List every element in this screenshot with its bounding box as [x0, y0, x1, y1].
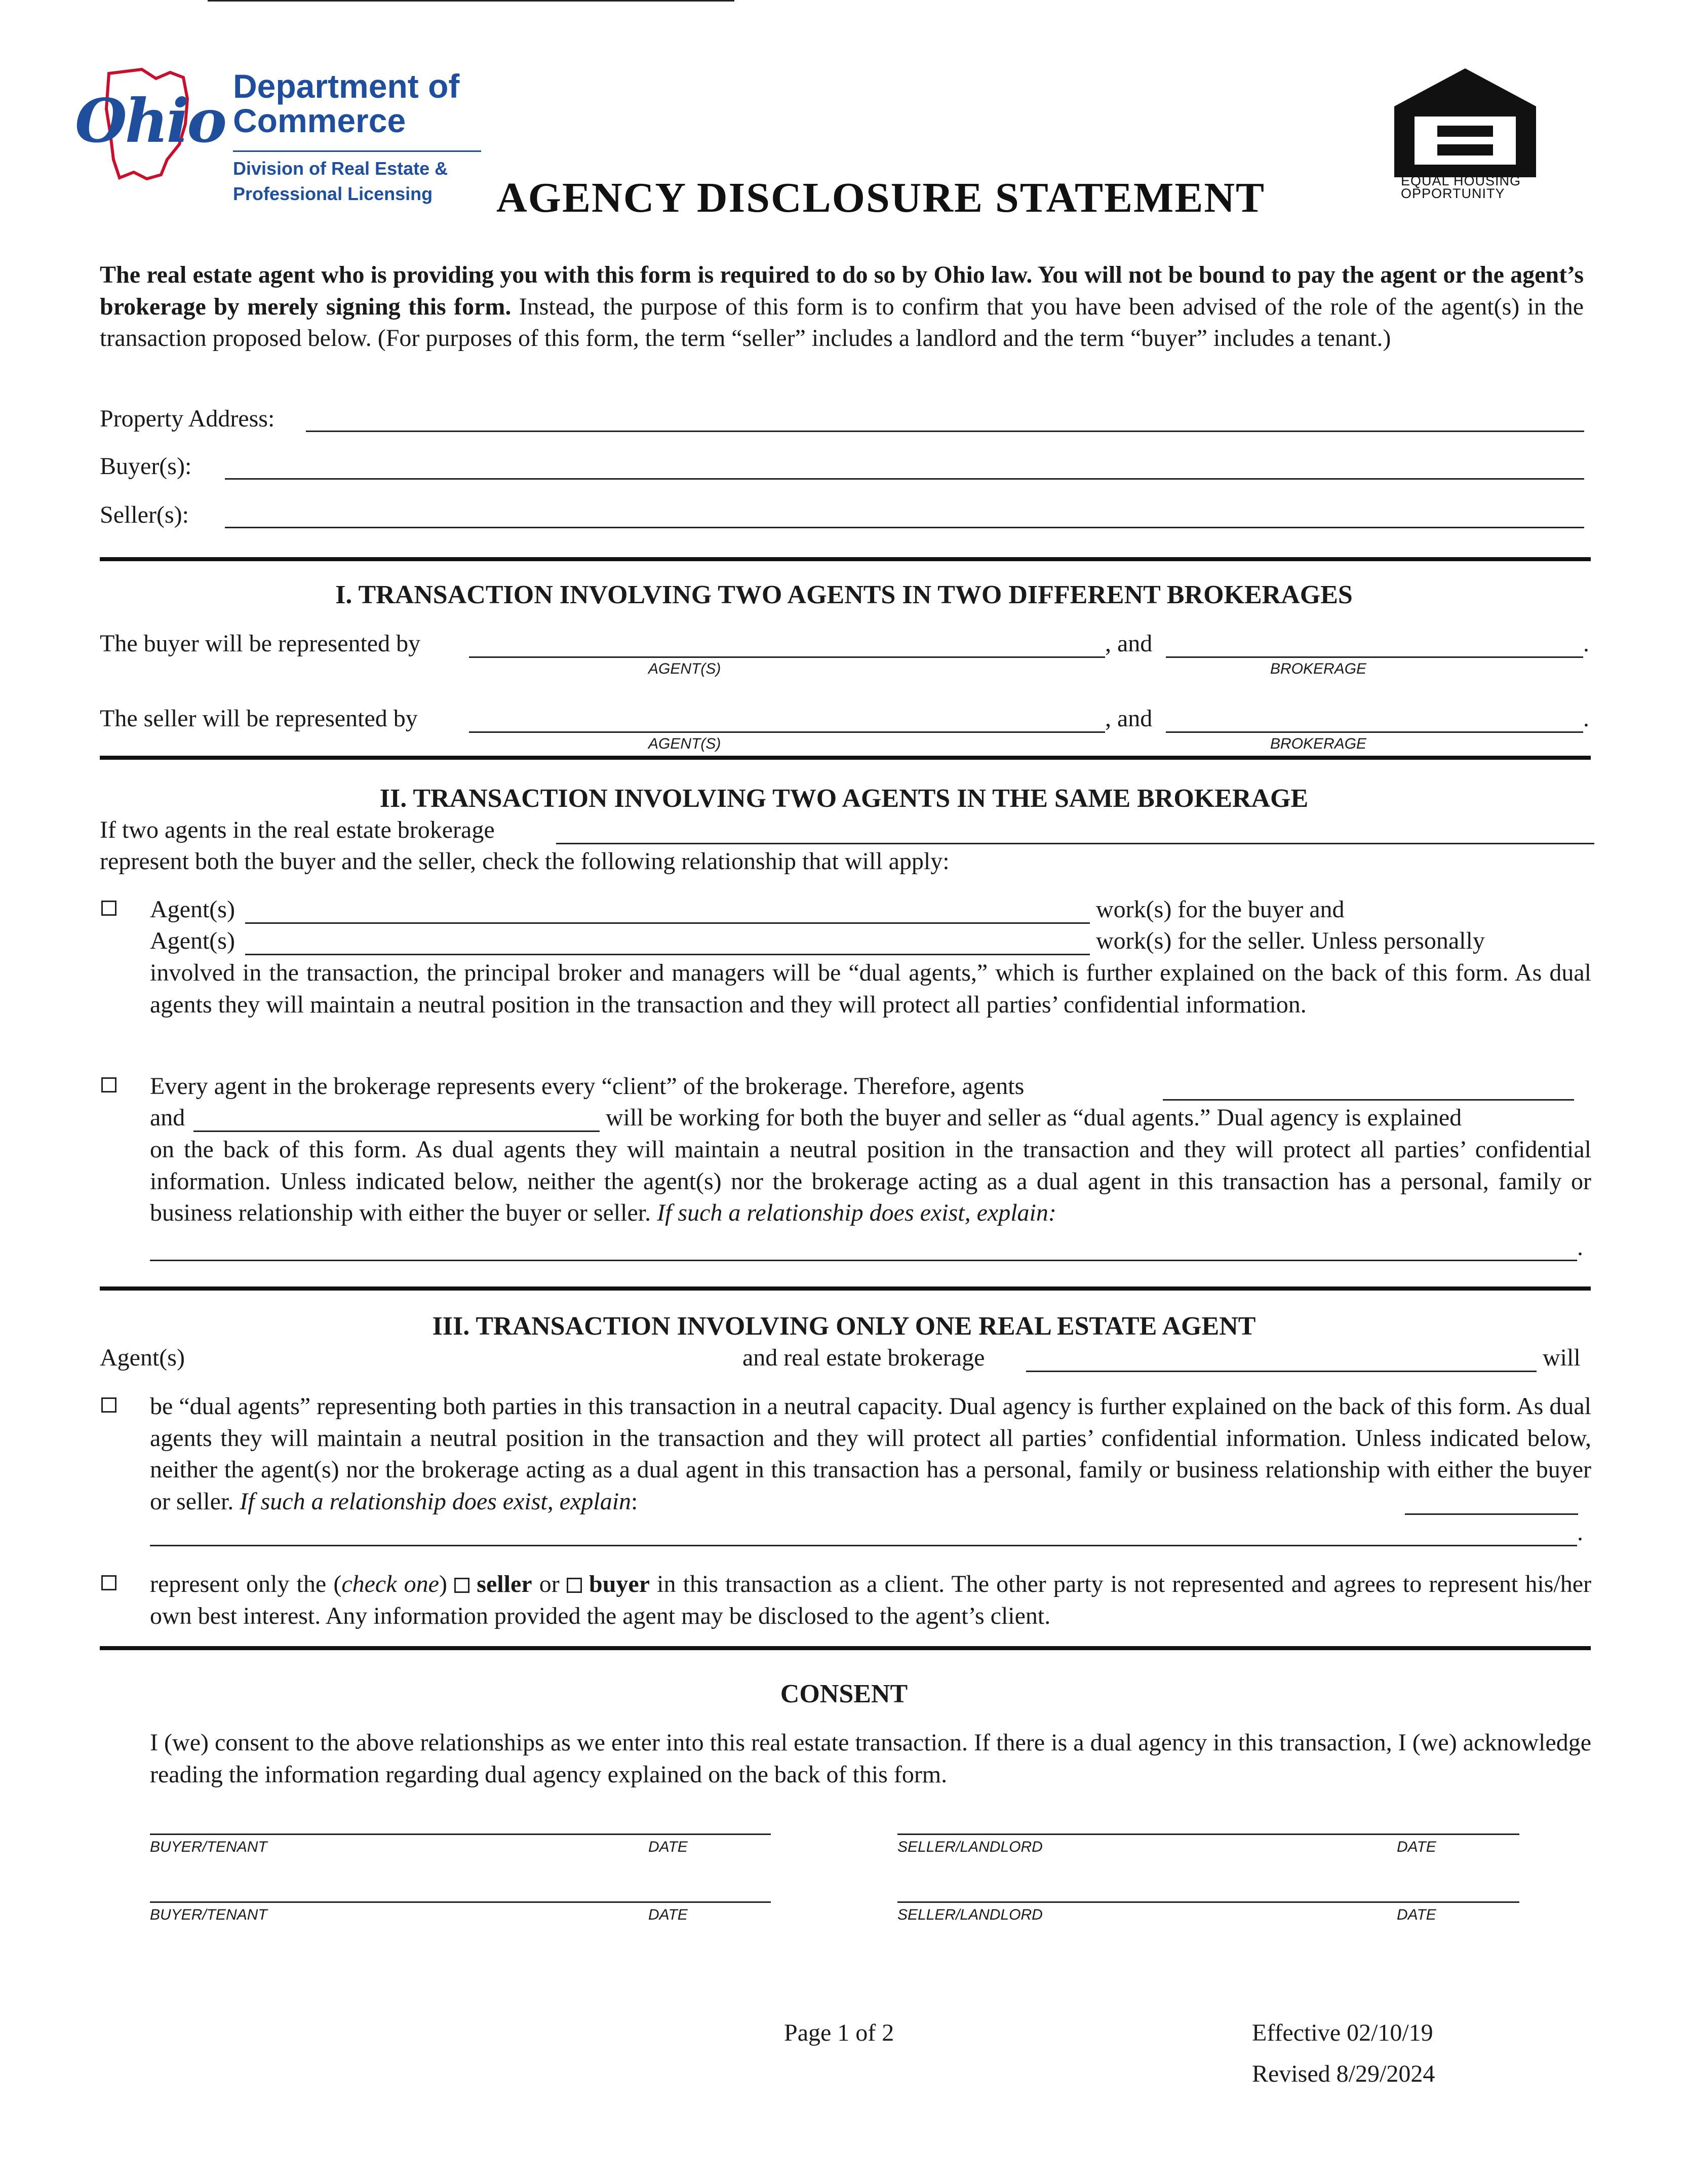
section-divider-2	[100, 1286, 1591, 1291]
option-2-line1: Every agent in the brokerage represents every “client” of the brokerage. Therefore, agents	[150, 1073, 1025, 1100]
intro-paragraph	[100, 259, 1584, 355]
sellers-field[interactable]	[225, 527, 1584, 528]
sellers-label: Seller(s):	[100, 501, 189, 528]
section-2-option-1-checkbox[interactable]	[101, 901, 116, 916]
eho-text-line1: EQUAL HOUSING	[1401, 173, 1521, 188]
buyer-date-label-1: DATE	[648, 1839, 688, 1855]
page-title: AGENCY DISCLOSURE STATEMENT	[496, 174, 1266, 221]
buyer-agent-caption: AGENT(S)	[648, 660, 721, 677]
consent-text: I (we) consent to the above relationships as we enter into this real estate transaction. If there is a dual agency in this transaction, I (we) acknowledge reading the information regarding dual agency explained on the back of this form.	[150, 1729, 1591, 1788]
section-3-agent-label: Agent(s)	[100, 1344, 185, 1371]
ohio-logo	[71, 63, 223, 185]
seller-brokerage-field[interactable]	[1166, 731, 1583, 733]
section-3-colon: :	[631, 1488, 638, 1515]
intro-bold-text: The real estate agent who is providing you with this form is required to do so by Ohio law. You will not be bound to pay the agent or the agent’s brokerage by merely signing this form.	[100, 261, 1584, 320]
page-number: Page 1 of 2	[784, 2019, 894, 2046]
option-2-text: on the back of this form. As dual agents they will maintain a neutral position in the transaction and they will protect all parties’ confidential information. Unless indicated below, neither the agent(s) nor the brokerage acting as a dual agent in this transaction has a personal, family or business relationship with either the buyer or seller.	[150, 1136, 1591, 1226]
seller-signature-2-field[interactable]	[897, 1901, 1519, 1903]
ohio-script-wordmark: Ohio	[75, 86, 225, 156]
seller-agents-field[interactable]	[245, 954, 1090, 955]
section-1-heading: I. TRANSACTION INVOLVING TWO AGENTS IN TWO DIFFERENT BROKERAGES	[335, 580, 1353, 609]
section-3-explain-prompt: If such a relationship does exist, explain	[240, 1488, 632, 1515]
buyer-represented-label: The buyer will be represented by	[100, 630, 421, 657]
option-1-explanation: involved in the transaction, the principal broker and managers will be “dual agents,” which is further explained on the back of this form. As dual agents they will maintain a neutral position in the transaction and they will protect all parties’ confidential information.	[150, 959, 1591, 1018]
division-name-line1: Division of Real Estate &	[233, 158, 448, 179]
buyer-tenant-label-1: BUYER/TENANT	[150, 1839, 267, 1855]
option-2-period: .	[1577, 1234, 1583, 1261]
section-3-option-2-checkbox[interactable]	[101, 1575, 116, 1590]
buyers-field[interactable]	[225, 478, 1584, 480]
buyers-label: Buyer(s):	[100, 453, 192, 480]
section-2-option-2-checkbox[interactable]	[101, 1077, 116, 1093]
division-name-line2: Professional Licensing	[233, 183, 433, 204]
property-address-label: Property Address:	[100, 405, 275, 432]
seller-agent-caption: AGENT(S)	[648, 735, 721, 752]
buyer-and-text: , and	[1105, 630, 1153, 657]
option-1-work-buyer-text: work(s) for the buyer and	[1096, 896, 1345, 923]
section-3-option-1-explanation	[150, 1391, 1591, 1517]
buyer-period: .	[1583, 630, 1589, 657]
option-2-explanation	[150, 1134, 1591, 1229]
buyer-brokerage-caption: BROKERAGE	[1270, 660, 1367, 677]
option-2-relationship-explanation-field[interactable]	[150, 1260, 1577, 1261]
seller-option-label: seller	[477, 1571, 532, 1597]
seller-checkbox[interactable]	[454, 1578, 469, 1593]
buyer-date-label-2: DATE	[648, 1906, 688, 1923]
option-1-work-seller-text: work(s) for the seller. Unless personally	[1096, 927, 1485, 954]
buyer-agent-field[interactable]	[469, 656, 1105, 658]
section-3-agent-field[interactable]	[208, 0, 734, 2]
equal-housing-house-icon	[1392, 66, 1539, 177]
or-text: or	[539, 1571, 560, 1597]
property-address-field[interactable]	[306, 431, 1584, 432]
option-2-explain-prompt: If such a relationship does exist, explain:	[657, 1199, 1056, 1226]
buyer-agents-field[interactable]	[245, 922, 1090, 924]
seller-represented-label: The seller will be represented by	[100, 705, 418, 732]
buyer-checkbox[interactable]	[567, 1578, 582, 1593]
section-3-option-2-explanation	[150, 1569, 1591, 1632]
section-3-will: will	[1543, 1344, 1581, 1371]
check-one-text: check one	[341, 1571, 439, 1597]
check-one-close: )	[439, 1571, 447, 1597]
header-divider	[233, 150, 481, 152]
seller-and-text: , and	[1105, 705, 1153, 732]
seller-brokerage-caption: BROKERAGE	[1270, 735, 1367, 752]
seller-landlord-label-1: SELLER/LANDLORD	[897, 1839, 1043, 1855]
option-2-client-text: in this transaction as a client. The other party is not represented and agrees to represent his/her own best interest. Any information provided the agent may be disclosed to the agent’s client.	[150, 1571, 1592, 1629]
section-3-period: .	[1577, 1519, 1583, 1546]
dept-name-line2: Commerce	[233, 102, 406, 139]
section-divider-top	[100, 557, 1591, 561]
section-2-intro-line1: If two agents in the real estate brokerage	[100, 816, 495, 843]
seller-signature-1-field[interactable]	[897, 1834, 1519, 1835]
eho-text-line2: OPPORTUNITY	[1401, 186, 1505, 201]
buyer-signature-2-field[interactable]	[150, 1901, 771, 1903]
section-3-brokerage-field[interactable]	[1026, 1371, 1537, 1372]
section-3-heading: III. TRANSACTION INVOLVING ONLY ONE REAL ESTATE AGENT	[432, 1312, 1256, 1341]
revised-date: Revised 8/29/2024	[1252, 2060, 1435, 2087]
section-3-option-1-checkbox[interactable]	[101, 1397, 116, 1413]
section-2-brokerage-field[interactable]	[556, 843, 1594, 844]
equal-housing-logo	[1392, 66, 1539, 203]
option-2-represent-text: represent only the (	[150, 1571, 342, 1597]
consent-heading: CONSENT	[780, 1680, 908, 1708]
buyer-signature-1-field[interactable]	[150, 1834, 771, 1835]
section-2-heading: II. TRANSACTION INVOLVING TWO AGENTS IN THE SAME BROKERAGE	[379, 784, 1309, 813]
section-3-relationship-field-a[interactable]	[1405, 1513, 1578, 1515]
option-2-line2: will be working for both the buyer and seller as “dual agents.” Dual agency is explained	[606, 1104, 1462, 1131]
section-3-relationship-field-b[interactable]	[150, 1545, 1577, 1546]
section-3-brokerage-text: and real estate brokerage	[742, 1344, 985, 1371]
section-2-intro-line2: represent both the buyer and the seller, check the following relationship that will apply:	[100, 848, 950, 875]
section-divider-3	[100, 1646, 1591, 1650]
buyer-brokerage-field[interactable]	[1166, 656, 1583, 658]
effective-date: Effective 02/10/19	[1252, 2019, 1433, 2046]
dual-agent-2-field[interactable]	[193, 1130, 600, 1132]
seller-agent-field[interactable]	[469, 731, 1105, 733]
option-1-agent1-label: Agent(s)	[150, 896, 235, 923]
buyer-tenant-label-2: BUYER/TENANT	[150, 1906, 267, 1923]
seller-landlord-label-2: SELLER/LANDLORD	[897, 1906, 1043, 1923]
seller-period: .	[1583, 705, 1589, 732]
buyer-option-label: buyer	[589, 1571, 650, 1597]
dual-agent-1-field[interactable]	[1163, 1099, 1574, 1101]
intro-rest-text: Instead, the purpose of this form is to confirm that you have been advised of the role of the agent(s) in the transaction proposed below. (For purposes of this form, the term “seller” includes a landlord and the term “buyer” includes a tenant.)	[100, 293, 1584, 352]
option-2-and: and	[150, 1104, 185, 1131]
seller-date-label-2: DATE	[1397, 1906, 1436, 1923]
section-3-option-1-text: be “dual agents” representing both parties in this transaction in a neutral capacity. Dual agency is further explained on the back of this form. As dual agents they will maintain a neutral position in the transaction and they will protect all parties’ confidential information. Unless indicated below, neither the agent(s) nor the brokerage acting as a dual agent in this transaction has a personal, family or business relationship with either the buyer or seller.	[150, 1393, 1591, 1515]
option-1-agent2-label: Agent(s)	[150, 927, 235, 954]
section-divider-1	[100, 756, 1591, 760]
dept-name-line1: Department of	[233, 67, 460, 105]
seller-date-label-1: DATE	[1397, 1839, 1436, 1855]
